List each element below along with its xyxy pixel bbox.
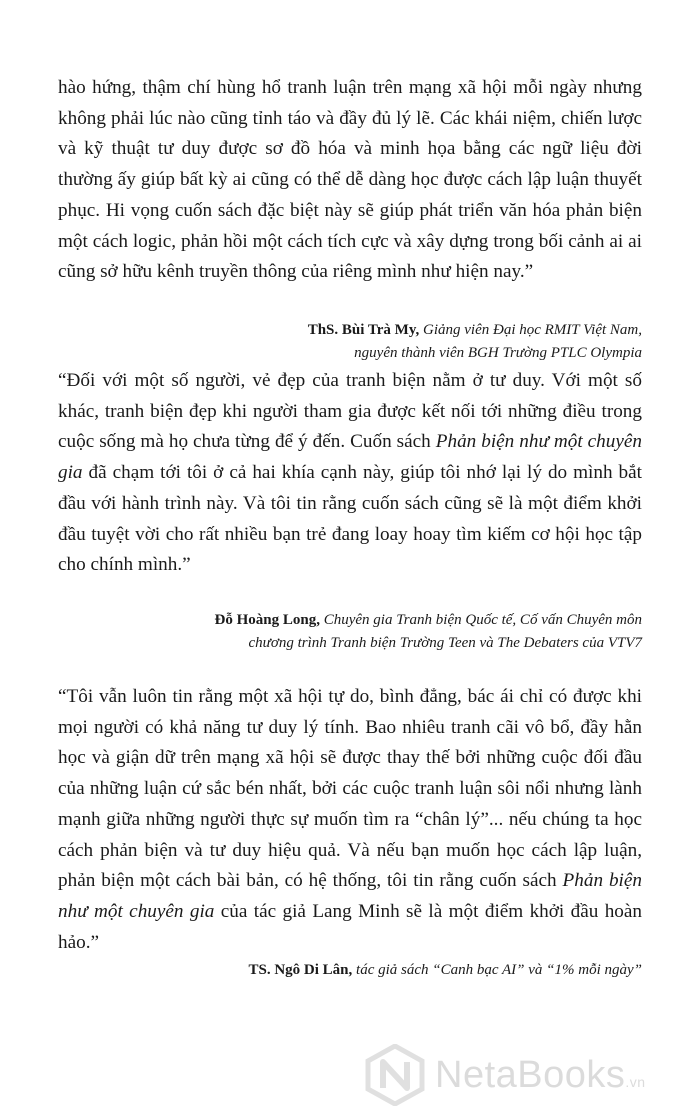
quote-2-text: [58, 366, 642, 581]
watermark-brand-name: NetaBooks: [435, 1053, 626, 1096]
watermark-suffix: .vn: [625, 1073, 646, 1090]
quote-1-attribution: [58, 319, 642, 365]
quote-3-role-line-1: tác giả sách “Canh bạc AI” và “1% mỗi ngày”: [356, 962, 642, 978]
quote-3: [58, 682, 642, 958]
quote-1-author: ThS. Bùi Trà My,: [307, 322, 420, 338]
quote-1: [58, 73, 642, 288]
netabooks-logo-icon: [365, 1044, 425, 1106]
watermark-brand: [435, 1054, 646, 1097]
quote-2-attribution: [58, 609, 642, 655]
quote-1-text: hào hứng, thậm chí hùng hổ tranh luận trên mạng xã hội mỗi ngày nhưng không phải lúc nào cũng tỉnh táo và đầy đủ lý lẽ. Các khái niệm, chiến lược và kỹ thuật tư duy được sơ đồ hóa và minh họa bằng các ngữ liệu đời thường ấy giúp bất kỳ ai cũng có thể dễ dàng học được cách lập luận thuyết phục. Hi vọng cuốn sách đặc biệt này sẽ giúp phát triển văn hóa phản biện một cách logic, phản hồi một cách tích cực và xây dựng trong bối cảnh ai ai cũng sở hữu kênh truyền thông của riêng mình như hiện nay.”: [58, 77, 642, 283]
quote-1-role-line-2: nguyên thành viên BGH Trường PTLC Olympia: [354, 345, 642, 361]
netabooks-watermark: [365, 1040, 695, 1110]
quote-3-attribution: [58, 959, 642, 982]
quote-3-author: TS. Ngô Di Lân,: [248, 962, 353, 978]
quote-2-role-line-2: chương trình Tranh biện Trường Teen và The Debaters của VTV7: [248, 635, 642, 651]
quote-3-text-part-2: của tác giả Lang Minh sẽ là một điểm khởi đầu hoàn hảo.”: [58, 900, 642, 953]
quote-2-role-line-1: Chuyên gia Tranh biện Quốc tế, Cố vấn Chuyên môn: [323, 612, 642, 628]
quote-2-author: Đỗ Hoàng Long,: [214, 612, 320, 628]
quote-1-role-line-1: Giảng viên Đại học RMIT Việt Nam,: [423, 322, 642, 338]
quote-3-book-title: Phản biện như một chuyên gia: [58, 870, 642, 922]
quote-2: [58, 366, 642, 581]
quote-2-text-part-1: “Đối với một số người, vẻ đẹp của tranh biện nằm ở tư duy. Với một số khác, tranh biện đẹp khi người tham gia được kết nối tới những điều trong cuộc sống mà họ chưa từng để ý đến. Cuốn sách: [58, 370, 642, 453]
quote-3-text: [58, 682, 642, 958]
quote-2-text-part-2: đã chạm tới tôi ở cả hai khía cạnh này, giúp tôi nhớ lại lý do mình bắt đầu với hành trình này. Và tôi tin rằng cuốn sách cũng sẽ là một điểm khởi đầu tuyệt vời cho rất nhiều bạn trẻ đang loay hoay tìm kiếm cơ hội học tập cho chính mình.”: [58, 462, 642, 576]
quote-2-book-title: Phản biện như một chuyên gia: [58, 431, 642, 484]
quote-3-text-part-1: “Tôi vẫn luôn tin rằng một xã hội tự do, bình đẳng, bác ái chỉ có được khi mọi người có khả năng tư duy lý tính. Bao nhiêu tranh cãi vô bổ, đầy hằn học và giận dữ trên mạng xã hội sẽ được thay thế bởi những cuộc đối đầu của những luận cứ sắc bén nhất, bởi các cuộc tranh luận sôi nổi nhưng lành mạnh giữa những người thực sự muốn tìm ra “chân lý”... nếu chúng ta học cách phản biện và tư duy hiệu quả. Và nếu bạn muốn học cách lập luận, phản biện một cách bài bản, có hệ thống, tôi tin rằng cuốn sách: [58, 686, 642, 892]
